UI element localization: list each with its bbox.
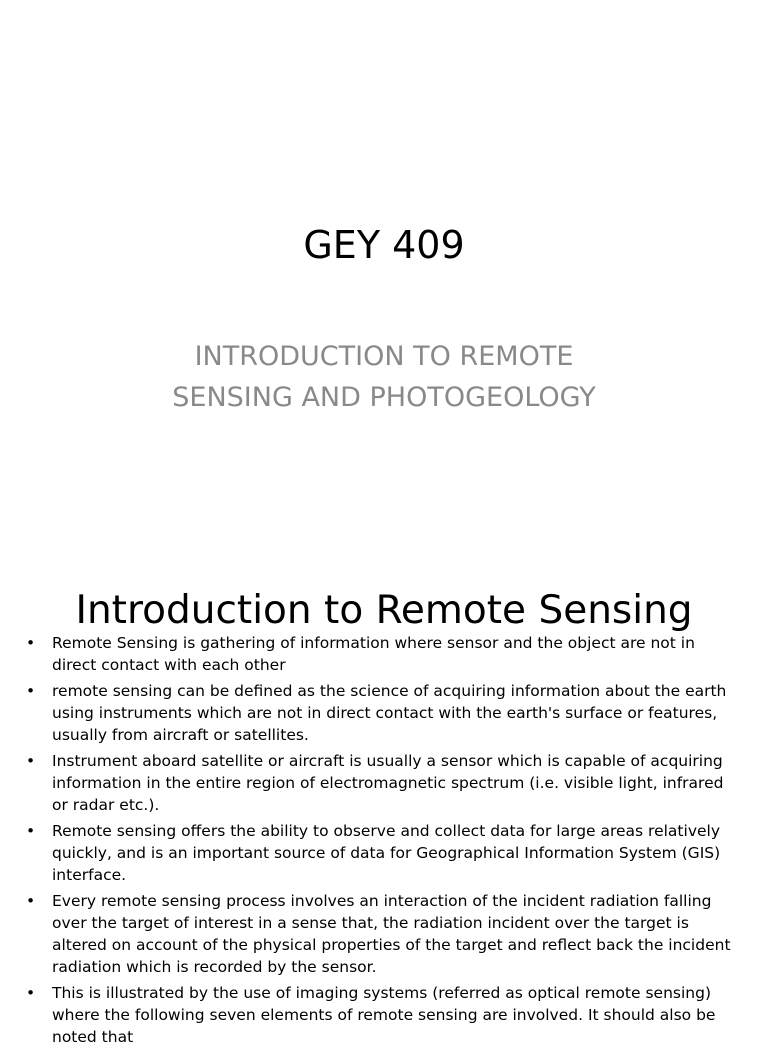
bullet-item [0, 680, 768, 746]
slide-heading: Introduction to Remote Sensing [75, 588, 693, 633]
bullet-list [0, 632, 768, 1052]
bullet-text: remote sensing can be defined as the science of acquiring information about the earth using instruments which are not in direct contact with the earth's surface or features, usually from aircraft or satellites. [52, 682, 727, 744]
bullet-item [0, 750, 768, 816]
course-subtitle-line-1: INTRODUCTION TO REMOTE [194, 341, 574, 372]
bullet-marker: • [26, 822, 36, 840]
bullet-item [0, 820, 768, 886]
bullet-item [0, 890, 768, 978]
course-subtitle [0, 336, 768, 418]
bullet-text: This is illustrated by the use of imaging systems (referred as optical remote sensing) where the following seven elements of remote sensing are involved. It should also be noted that [52, 984, 716, 1046]
bullet-text: Instrument aboard satellite or aircraft is usually a sensor which is capable of acquiring information in the entire region of electromagnetic spectrum (i.e. visible light, infrared or radar etc.). [52, 752, 724, 814]
bullet-item [0, 982, 768, 1048]
bullet-marker: • [26, 634, 36, 652]
course-code-title: GEY 409 [303, 223, 465, 267]
bullet-marker: • [26, 892, 36, 910]
bullet-text: Remote Sensing is gathering of information where sensor and the object are not in direct contact with each other [52, 634, 695, 674]
bullet-text: Remote sensing offers the ability to observe and collect data for large areas relatively quickly, and is an important source of data for Geographical Information System (GIS) interface. [52, 822, 721, 884]
content-slide [0, 576, 768, 1046]
bullet-item [0, 632, 768, 676]
bullet-marker: • [26, 752, 36, 770]
bullet-marker: • [26, 984, 36, 1002]
course-subtitle-line-2: SENSING AND PHOTOGEOLOGY [172, 382, 596, 413]
bullet-marker: • [26, 682, 36, 700]
bullet-text: Every remote sensing process involves an interaction of the incident radiation falling over the target of interest in a sense that, the radiation incident over the target is altered on account of the physical properties of the target and reflect back the incident radiation which is recorded by the sensor. [52, 892, 731, 976]
